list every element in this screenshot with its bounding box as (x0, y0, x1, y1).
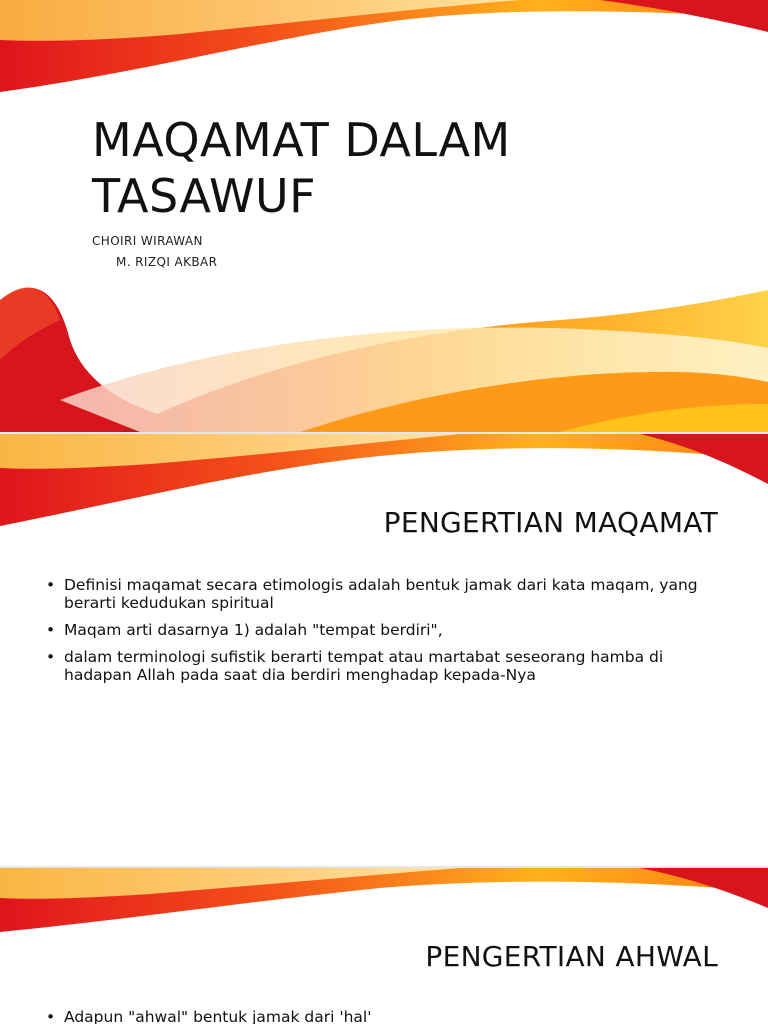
bullet-item: • Definisi maqamat secara etimologis adalah bentuk jamak dari kata maqam, yang berarti kedudukan spiritual (46, 576, 726, 612)
bullet-item: • Adapun "ahwal" bentuk jamak dari 'hal' (46, 1008, 726, 1024)
author-name: M. RIZQI AKBAR (116, 255, 218, 269)
bullet-list (46, 576, 726, 693)
slide-heading: PENGERTIAN AHWAL (425, 940, 718, 973)
maqamat-slide (0, 434, 768, 866)
bullet-item: • dalam terminologi sufistik berarti tempat atau martabat seseorang hamba di hadapan Allah pada saat dia berdiri menghadap kepada-Nya (46, 648, 726, 684)
bullet-item: • Maqam arti dasarnya 1) adalah "tempat berdiri", (46, 621, 726, 639)
presentation-title: MAQAMAT DALAM TASAWUF (92, 113, 511, 223)
author-name: CHOIRI WIRAWAN (92, 234, 203, 248)
bullet-list (46, 1008, 726, 1024)
title-slide (0, 0, 768, 432)
slide-heading: PENGERTIAN MAQAMAT (383, 506, 718, 539)
ahwal-slide (0, 868, 768, 1024)
